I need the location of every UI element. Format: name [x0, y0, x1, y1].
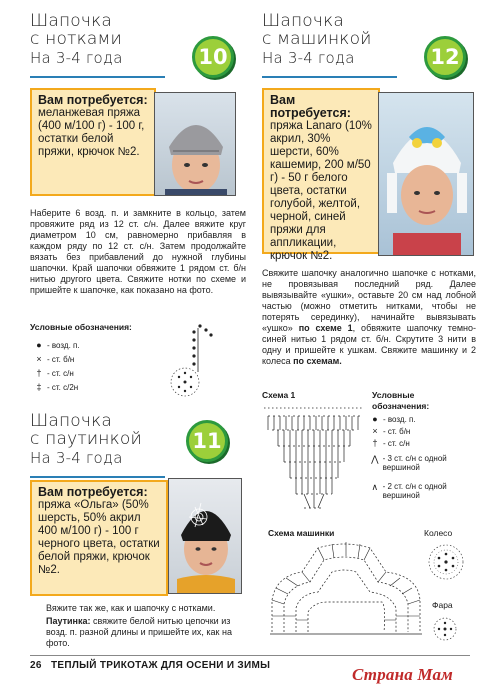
scheme1-chart [260, 400, 368, 520]
hat11-description2-text: свяжите белой нитью цепочки из возд. п. разной длины и пришейте их, как на фото. [46, 616, 232, 648]
scheme1-label: Схема 1 [262, 390, 296, 400]
car-scheme-chart [262, 536, 428, 640]
hat10-needs-head: Вам потребуется: [38, 93, 148, 107]
hat12-legend-chain-label: - возд. п. [383, 414, 416, 424]
headlight-chart [428, 612, 462, 646]
hat12-legend-3dc-label: - 3 ст. с/н с одной вершиной [382, 454, 447, 472]
hat10-legend-dc [34, 368, 74, 378]
three-dc-cluster-icon: ⋀ [371, 454, 379, 464]
hat10-description: Наберите 6 возд. п. и замкните в кольцо, затем провяжите ряд из 12 ст. с/н. Далее вяжите круг диаметром 10 см, равномерно прибавляя в каждом ряду по 12 ст. с/н. Затем продолжайте вязать без прибавлений до нужной глубины шапочки. Край шапочки обвяжите 1 рядом ст. б/н нитью другого цвета. Свяжите нотки по схеме и пришейте к шапочке, как показано на фото. [30, 208, 246, 295]
hat10-legend-dc-label: - ст. с/н [47, 368, 74, 378]
hat10-title [30, 12, 210, 67]
hat11-divider [30, 476, 165, 478]
hat12-description-c: , обвяжите шапочку темно-синей нитью 1 рядом ст. б/н. Скрутите 3 нити в одну и пришейте к ушкам. Свяжите машинку и 2 колеса [262, 323, 476, 366]
wheel-label: Колесо [424, 528, 453, 538]
hat12-legend-2dc-label: - 2 ст. с/н с одной вершиной [382, 482, 447, 500]
hat12-legend-2dc [370, 482, 482, 500]
hat11-title-line2: с паутинкой [30, 429, 142, 449]
hat11-needs-box [30, 480, 168, 596]
page-number: 26 [30, 660, 42, 671]
hat10-title-line1: Шапочка [30, 11, 113, 31]
single-crochet-icon: × [36, 354, 42, 364]
hat11-badge: 11 [186, 420, 228, 462]
hat12-legend-3dc [370, 454, 482, 472]
headlight-label: Фара [432, 600, 453, 610]
hat12-title [262, 12, 442, 67]
footer [30, 660, 270, 671]
site-logo: Страна Мам [352, 665, 454, 684]
hat12-photo [378, 92, 474, 256]
hat12-age: На 3-4 года [262, 49, 355, 67]
hat10-legend-tc-label: - ст. с/2н [47, 382, 79, 392]
hat12-title-line1: Шапочка [262, 11, 345, 31]
hat10-divider [30, 76, 165, 78]
hat10-legend-chain [34, 340, 80, 350]
hat12-legend-title-line2: обозначения: [372, 401, 430, 411]
hat12-photo-illustration [379, 93, 474, 256]
footer-divider [30, 655, 470, 656]
hat11-title-line1: Шапочка [30, 411, 113, 431]
hat10-age: На 3-4 года [30, 49, 123, 67]
hat11-title [30, 412, 210, 467]
hat10-photo-illustration [155, 93, 236, 196]
hat12-legend-dc [370, 438, 410, 448]
chain-stitch-icon: ● [372, 414, 378, 424]
note-scheme [152, 320, 222, 400]
hat10-needs-box [30, 88, 156, 196]
hat10-legend-tc [34, 382, 78, 392]
two-dc-cluster-icon: ∧ [371, 482, 379, 492]
hat10-title-line2: с нотками [30, 29, 122, 49]
hat12-title-line2: с машинкой [262, 29, 372, 49]
hat12-needs-box [262, 88, 380, 262]
hat12-needs-text: пряжа Lanaro (10% акрил, 30% шерсти, 60% кашемир, 200 м/50 г) - 50 г белого цвета, остатки голубой, желтой, черной, синей пряжи для аппликации, крючок №2. [270, 120, 372, 262]
treble-crochet-icon: ‡ [36, 382, 42, 392]
hat11-photo-illustration [169, 479, 242, 594]
chain-stitch-icon: ● [36, 340, 42, 350]
hat11-age: На 3-4 года [30, 449, 123, 467]
hat12-description-d: по схемам. [293, 356, 342, 366]
single-crochet-icon: × [372, 426, 378, 436]
hat10-legend-title: Условные обозначения: [30, 322, 132, 332]
hat10-needs-text: меланжевая пряжа (400 м/100 г) - 100 г, остатки белой пряжи, крючок №2. [38, 107, 145, 158]
hat12-legend-title-line1: Условные [372, 390, 415, 400]
hat12-legend-sc [370, 426, 410, 436]
double-crochet-icon: † [36, 368, 42, 378]
hat11-description2-bold: Паутинка: [46, 616, 91, 626]
hat12-description-a: Свяжите шапочку аналогично шапочке с нотками, не провязывая последний ряд. Далее вывязывайте «ушки», оставьте 20 см над лобной частью (можно отметить нитками, чтобы не потерять серединку), начинайте вывязывать «ушко» [262, 268, 476, 333]
hat11-photo [168, 478, 242, 594]
hat10-legend-sc-label: - ст. б/н [47, 354, 75, 364]
hat12-needs-head: Вам потребуется: [270, 93, 351, 120]
hat11-needs-head: Вам потребуется: [38, 485, 148, 499]
double-crochet-icon: † [372, 438, 378, 448]
car-scheme-label: Схема машинки [268, 528, 335, 538]
hat12-legend-dc-label: - ст. с/н [383, 438, 410, 448]
footer-title: ТЕПЛЫЙ ТРИКОТАЖ ДЛЯ ОСЕНИ И ЗИМЫ [50, 660, 271, 671]
hat12-legend-chain [370, 414, 416, 424]
hat10-photo [154, 92, 236, 196]
hat11-description2 [46, 616, 246, 649]
hat11-needs-text: пряжа «Ольга» (50% шерсть, 50% акрил 400 м/100 г) - 100 г черного цвета, остатки белой пряжи, крючок №2. [38, 499, 160, 576]
hat12-badge: 12 [424, 36, 466, 78]
hat10-legend-chain-label: - возд. п. [47, 340, 80, 350]
hat10-badge: 10 [192, 36, 234, 78]
hat12-description [262, 268, 476, 367]
hat12-description-b: по схеме 1 [298, 323, 353, 333]
hat10-legend-sc [34, 354, 74, 364]
hat12-divider [262, 76, 397, 78]
wheel-chart [424, 540, 468, 584]
hat12-legend-title [372, 390, 429, 412]
hat12-legend-sc-label: - ст. б/н [383, 426, 411, 436]
hat11-description1: Вяжите так же, как и шапочку с нотками. [46, 603, 216, 613]
